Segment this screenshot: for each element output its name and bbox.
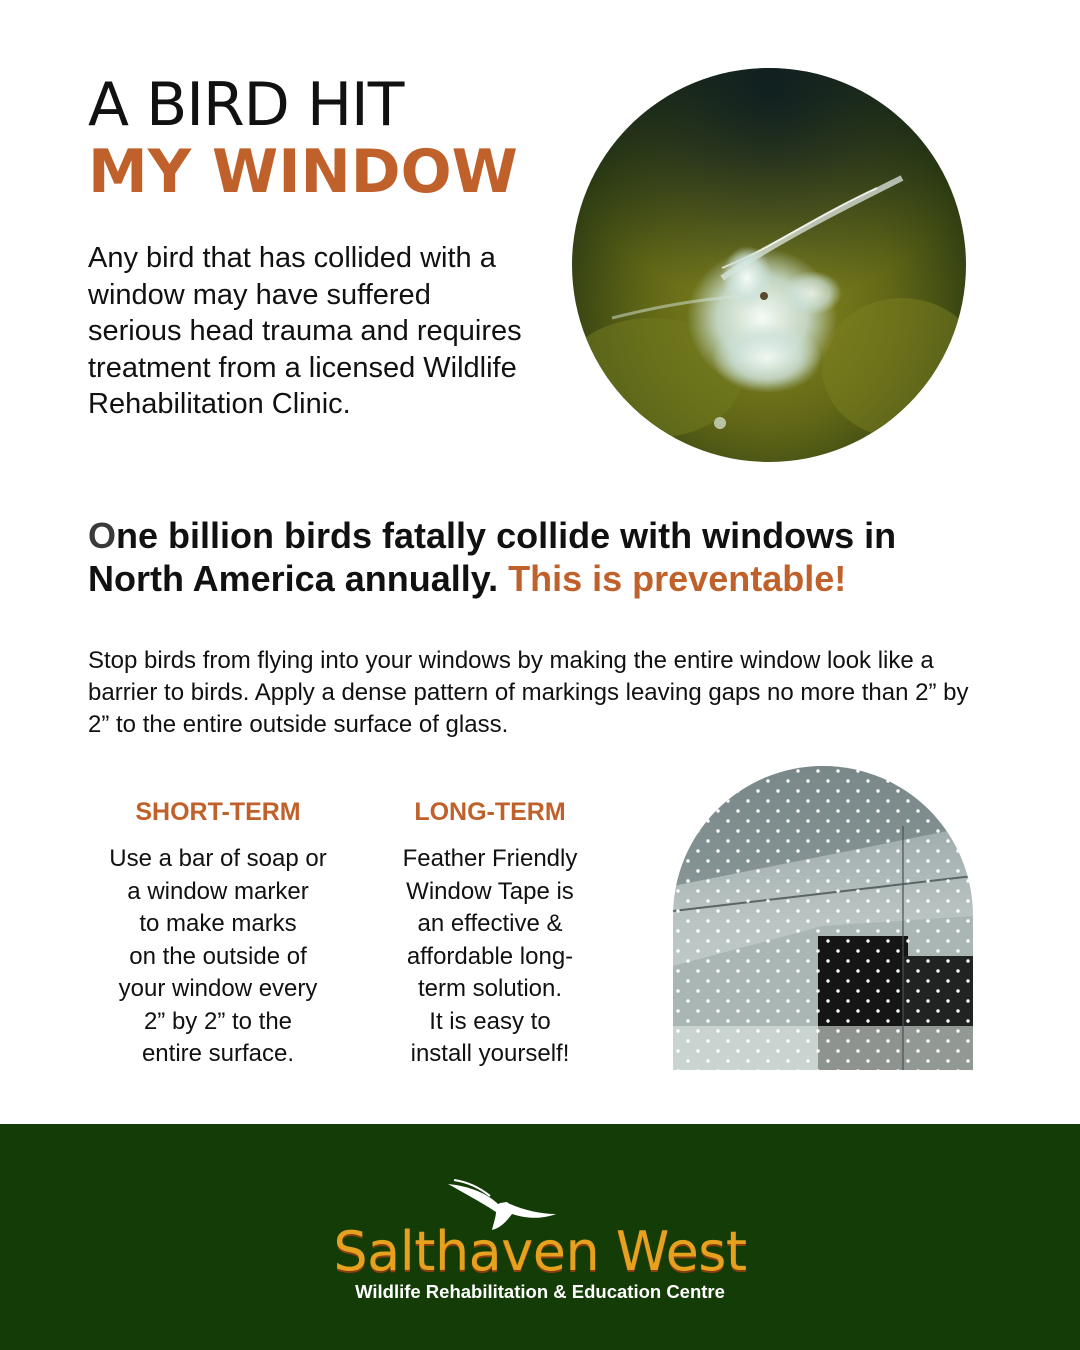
long-term-line: an effective & [417,910,563,937]
bird-imprint-photo [572,68,966,462]
page-title-line2: MY WINDOW [88,137,518,207]
dotted-window-image [673,766,973,1070]
dotted-window-photo [673,766,973,1070]
long-term-text [370,843,610,1071]
short-term-line: your window every [118,975,318,1002]
long-term-line: It is easy to [429,1007,551,1035]
short-term-line: a window marker [127,877,309,905]
long-term-line: affordable long- [406,942,574,970]
short-term-line: to make marks [139,910,297,937]
short-term-line: on the outside of [129,942,307,970]
intro-paragraph: Any bird that has collided with a window may have suffered serious head trauma and requires treatment from a licensed Wildlife Rehabilitation Clinic. [88,242,522,420]
org-tagline: Wildlife Rehabilitation & Education Centre [355,1281,725,1302]
long-term-line: term solution. [417,975,563,1002]
long-term-line: Feather Friendly [402,845,578,872]
page-title-line1: A BIRD HIT [88,70,404,140]
long-term-heading: LONG-TERM [414,798,566,826]
headline-main: ne billion birds fatally collide with windows in North America annually. [88,515,897,599]
short-term-heading: SHORT-TERM [135,798,301,826]
long-term-line: Window Tape is [406,877,574,905]
long-term-line: install yourself! [410,1040,570,1067]
short-term-line: entire surface. [141,1040,295,1067]
bird-imprint-image [572,68,966,462]
headline-first-letter: O [88,515,117,556]
guidance-paragraph: Stop birds from flying into your windows by making the entire window look like a barrier to birds. Apply a dense pattern of markings leaving gaps no more than 2” by 2” to the entire outside surface of glass. [88,647,969,738]
short-term-text [78,843,358,1071]
statistic-headline [88,514,988,600]
short-term-line: 2” by 2” to the [143,1007,293,1035]
org-logo-name: Salthaven West [333,1220,747,1283]
short-term-line: Use a bar of soap or [109,845,327,872]
headline-accent: This is preventable! [508,558,847,599]
